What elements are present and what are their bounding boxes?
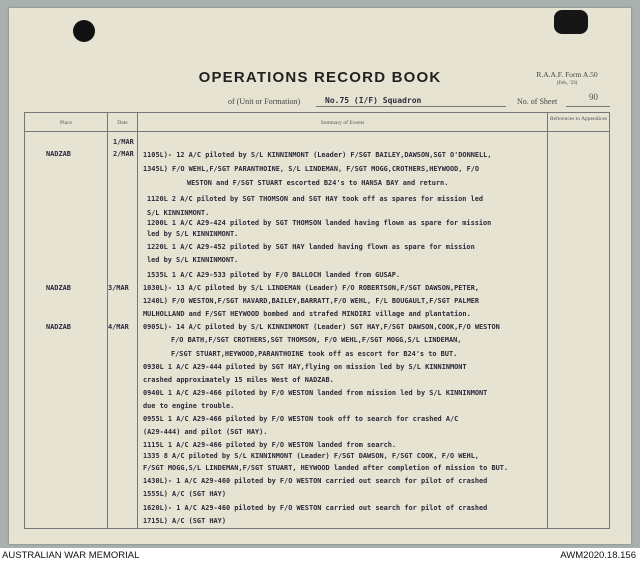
form-number-line2: (Feb., '23)	[556, 81, 578, 86]
entry-date: 1/MAR	[113, 138, 134, 146]
page-title: OPERATIONS RECORD BOOK	[198, 69, 442, 86]
table-right-rule	[609, 112, 610, 528]
event-line: 1240L) F/O WESTON,F/SGT HAVARD,BAILEY,BARRATT,F/O WEHL, F/L BOUGAULT,F/SGT PALMER	[143, 297, 480, 305]
event-line: crashed approximately 15 miles West of NADZAB.	[143, 376, 334, 384]
event-line: MULHOLLAND and F/SGT HEYWOOD bombed and strafed MINDIRI village and plantation.	[143, 310, 471, 318]
unit-underline	[316, 106, 506, 107]
event-line: 1115L 1 A/C A29-466 piloted by F/O WESTON landed from search.	[143, 441, 397, 449]
event-line: F/SGT STUART,HEYWOOD,PARANTHOINE took off as escort for B24's to BUT.	[171, 350, 458, 358]
sheet-value: 90	[589, 92, 598, 102]
event-line: F/SGT MOGG,S/L LINDEMAN,F/SGT STUART, HEYWOOD landed after completion of mission to BUT.	[143, 464, 509, 472]
entry-place: NADZAB	[46, 323, 71, 331]
punch-hole-left	[73, 20, 95, 42]
footer-accession-number: AWM2020.18.156	[560, 550, 636, 561]
binder-tab	[554, 10, 588, 34]
entry-place: NADZAB	[46, 150, 71, 158]
entry-date: 4/MAR	[108, 323, 129, 331]
column-divider-date	[137, 112, 138, 528]
column-header-summary: Summary of Events	[320, 120, 365, 126]
sheet-underline	[566, 106, 610, 107]
sheet-label: No. of Sheet	[517, 97, 558, 106]
column-divider-place	[107, 112, 108, 528]
table-top-rule	[24, 112, 610, 113]
form-number	[524, 70, 610, 88]
column-header-references: References to Appendices	[549, 116, 608, 122]
event-line: 1220L 1 A/C A29-452 piloted by SGT HAY landed having flown as spare for mission	[147, 243, 475, 251]
unit-value: No.75 (I/F) Squadron	[325, 96, 422, 105]
event-line: 1715L) A/C (SGT HAY)	[143, 517, 226, 525]
event-line: S/L KINNINMONT.	[147, 209, 210, 217]
entry-place: NADZAB	[46, 284, 71, 292]
event-line: 1030L)- 13 A/C piloted by S/L LINDEMAN (Leader) F/O ROBERTSON,F/SGT DAWSON,PETER,	[143, 284, 480, 292]
event-line: WESTON and F/SGT STUART escorted B24's to HANSA BAY and return.	[187, 179, 449, 187]
event-line: led by S/L KINNINMONT.	[147, 256, 239, 264]
event-line: (A29-444) and pilot (SGT HAY).	[143, 428, 268, 436]
entry-date: 3/MAR	[108, 284, 129, 292]
event-line: led by S/L KINNINMONT.	[147, 230, 239, 238]
event-line: 1430L)- 1 A/C A29-460 piloted by F/O WESTON carried out search for pilot of crashed	[143, 477, 488, 485]
event-line: 1200L 1 A/C A29-424 piloted by SGT THOMSON landed having flown as spare for mission	[147, 219, 492, 227]
event-line: 0930L 1 A/C A29-444 piloted by SGT HAY,flying on mission led by S/L KINNINMONT	[143, 363, 467, 371]
table-bottom-rule	[24, 528, 610, 529]
event-line: 1555L) A/C (SGT HAY)	[143, 490, 226, 498]
event-line: 1620L)- 1 A/C A29-460 piloted by F/O WESTON carried out search for pilot of crashed	[143, 504, 488, 512]
event-line: 1535L 1 A/C A29-533 piloted by F/O BALLOCH landed from GUSAP.	[147, 271, 401, 279]
event-line: F/O BATH,F/SGT CROTHERS,SGT THOMSON, F/O WEHL,F/SGT MOGG,S/L LINDEMAN,	[171, 336, 462, 344]
unit-label: of (Unit or Formation)	[228, 97, 301, 106]
entry-date: 2/MAR	[113, 150, 134, 158]
event-line: 1345L) F/O WEHL,F/SGT PARANTHOINE, S/L LINDEMAN, F/SGT MOGG,CROTHERS,HEYWOOD, F/O	[143, 165, 480, 173]
event-line: due to engine trouble.	[143, 402, 235, 410]
event-line: 0955L 1 A/C A29-466 piloted by F/O WESTON took off to search for crashed A/C	[143, 415, 459, 423]
footer-credit: AUSTRALIAN WAR MEMORIAL	[2, 550, 140, 561]
table-left-rule	[24, 112, 25, 528]
column-divider-summary	[547, 112, 548, 528]
event-line: 1105L)- 12 A/C piloted by S/L KINNINMONT (Leader) F/SGT BAILEY,DAWSON,SGT O'DONNELL,	[143, 151, 492, 159]
form-number-line1: R.A.A.F. Form A.50	[536, 70, 598, 79]
event-line: 1335 8 A/C piloted by S/L KINNINMONT (Leader) F/SGT DAWSON, F/SGT COOK, F/O WEHL,	[143, 452, 480, 460]
column-header-place: Place	[60, 120, 72, 126]
event-line: 1120L 2 A/C piloted by SGT THOMSON and SGT HAY took off as spares for mission led	[147, 195, 484, 203]
event-line: 0940L 1 A/C A29-466 piloted by F/O WESTON landed from mission led by S/L KINNINMONT	[143, 389, 488, 397]
event-line: 0905L)- 14 A/C piloted by S/L KINNINMONT (Leader) SGT HAY,F/SGT DAWSON,COOK,F/O WESTON	[143, 323, 500, 331]
table-header-rule	[24, 131, 610, 132]
column-header-date: Date	[117, 120, 128, 126]
